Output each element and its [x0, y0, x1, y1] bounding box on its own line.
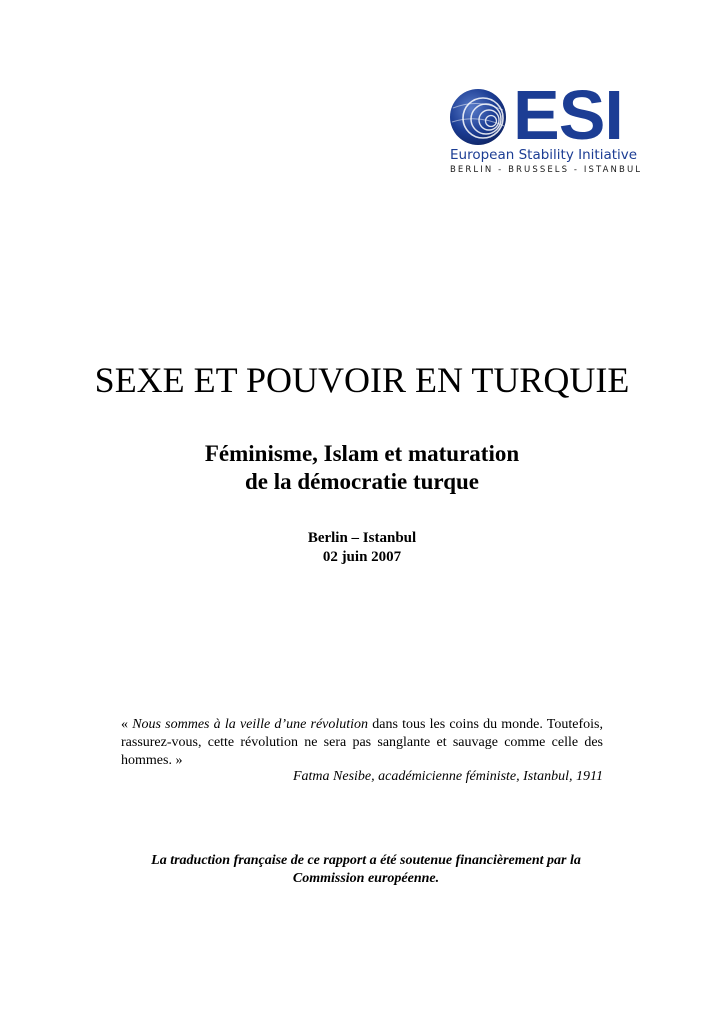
document-subtitle	[0, 440, 724, 496]
place-date-block	[0, 529, 724, 567]
epigraph-quote	[121, 716, 603, 770]
logo-cities: BERLIN - BRUSSELS - ISTANBUL	[450, 165, 643, 175]
quote-rest: dans tous les coins du monde. Toutefois, rassurez-vous, cette révolution ne sera pas sanglante et sauvage comme celle des hommes. »	[121, 717, 603, 768]
quote-italic: Nous sommes à la veille d’une révolution	[132, 717, 369, 732]
date: 02 juin 2007	[322, 549, 402, 565]
logo-letters: ESI	[513, 76, 623, 154]
globe-icon	[449, 88, 507, 146]
funding-line-2: Commission européenne.	[292, 871, 440, 886]
quote-open: «	[121, 717, 133, 732]
funding-note	[121, 852, 611, 888]
place: Berlin – Istanbul	[307, 530, 417, 546]
quote-attribution: Fatma Nesibe, académicienne féministe, Istanbul, 1911	[292, 769, 603, 784]
subtitle-line-1: Féminisme, Islam et maturation	[204, 441, 520, 466]
subtitle-line-2: de la démocratie turque	[244, 469, 479, 494]
logo-organization-name: European Stability Initiative	[450, 147, 638, 163]
document-title: SEXE ET POUVOIR EN TURQUIE	[94, 360, 630, 400]
funding-line-1: La traduction française de ce rapport a été soutenue financièrement par la	[151, 853, 581, 868]
esi-logo	[449, 76, 643, 180]
